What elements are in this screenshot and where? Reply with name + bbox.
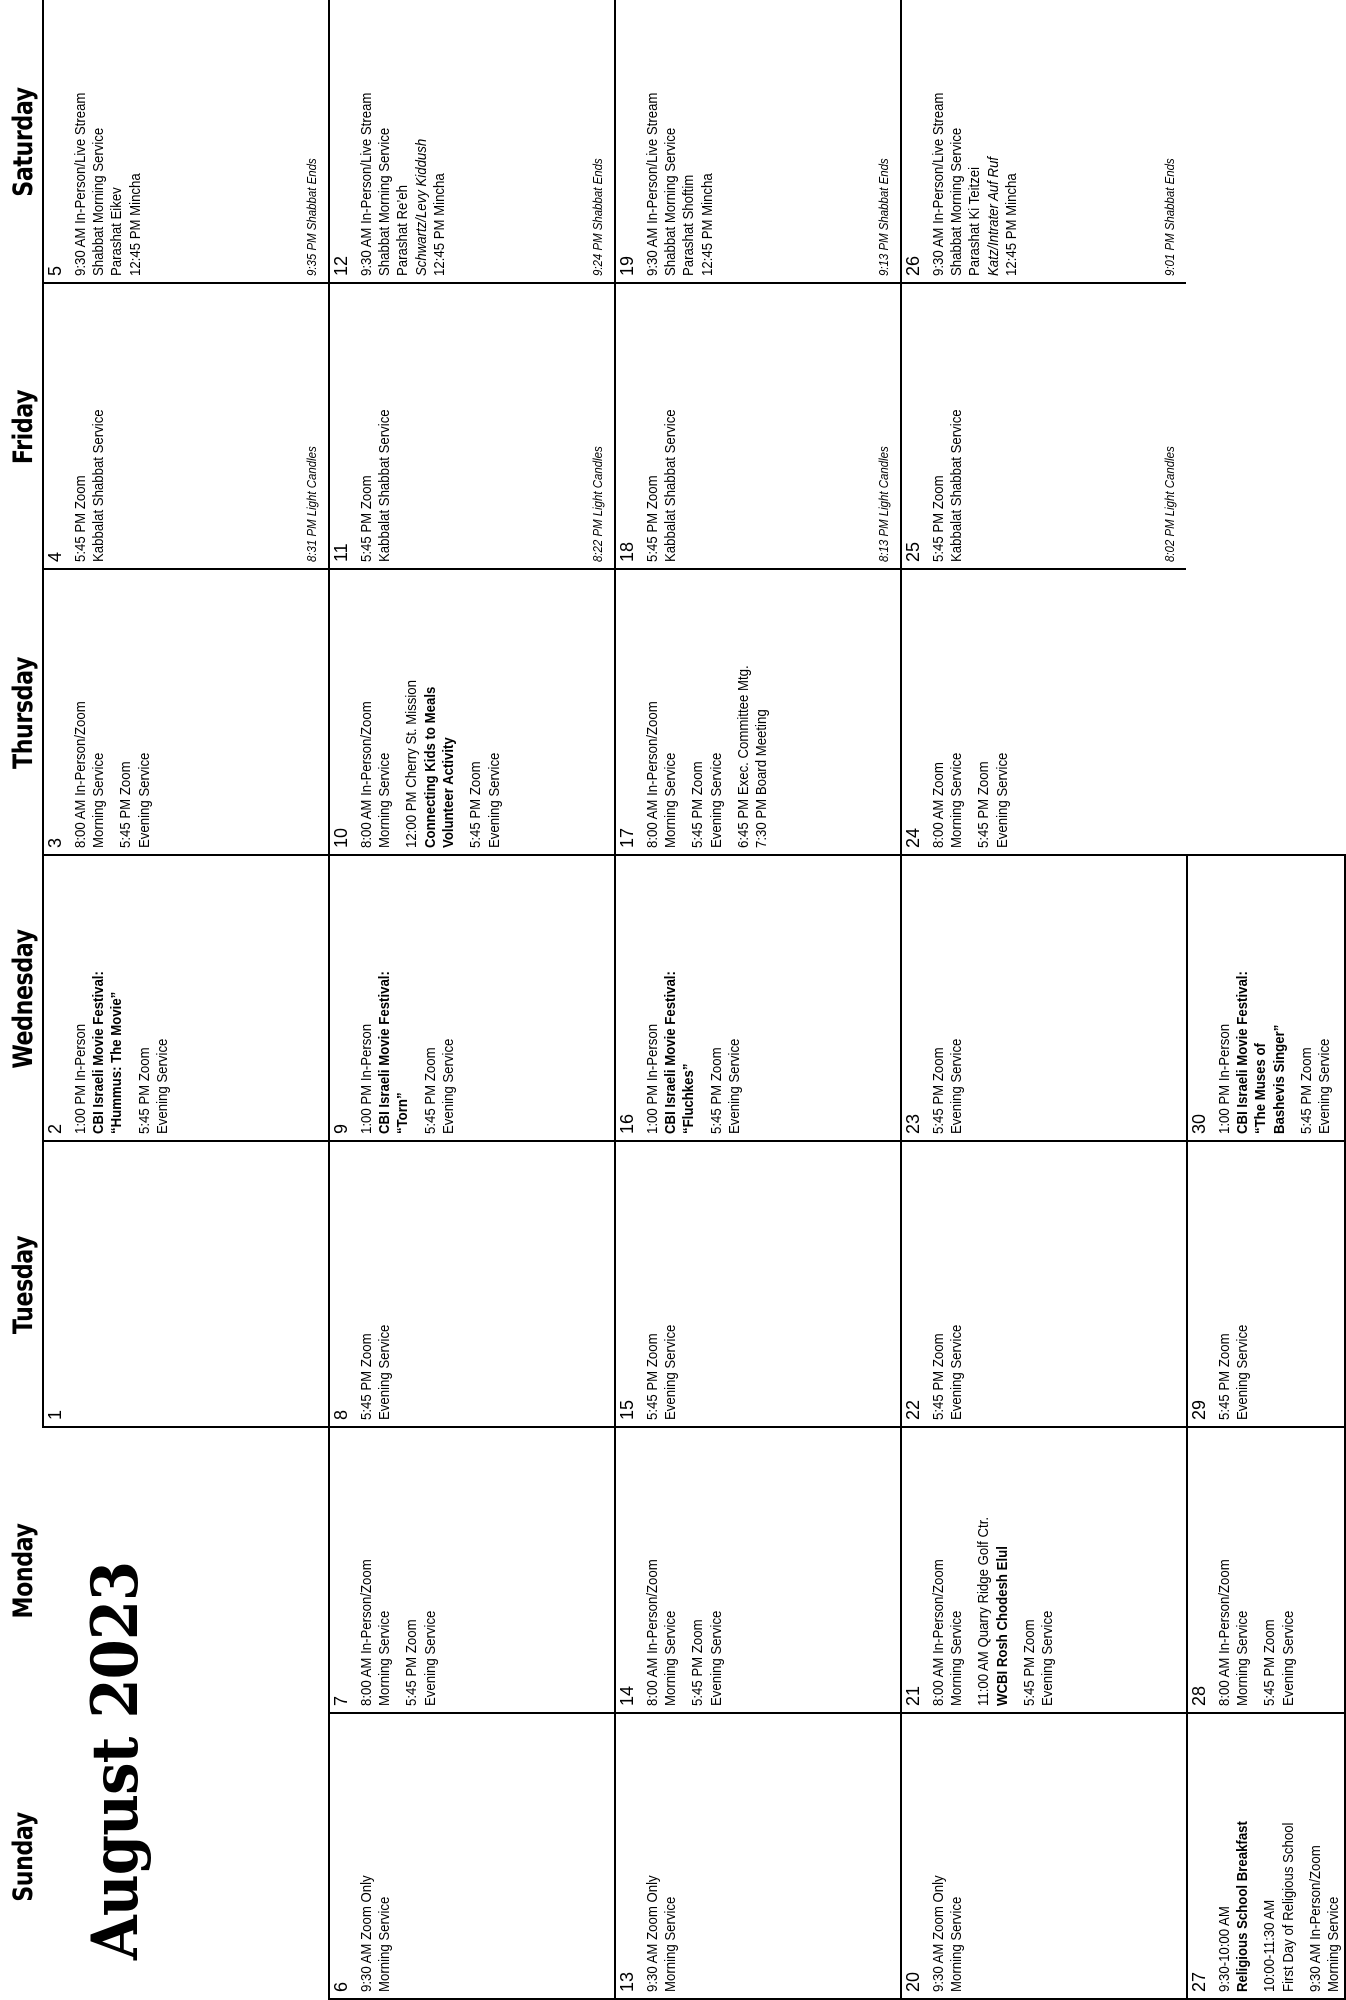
day-number: 9 (331, 1123, 351, 1134)
weekday-header-friday: Friday (8, 389, 39, 465)
event-list (644, 10, 717, 276)
event-line: 9:30 AM In-Person/Live Stream (71, 92, 89, 276)
event-line: Shabbat Morning Service (376, 127, 394, 276)
event-line: 5:45 PM Zoom (1297, 1047, 1315, 1134)
event-line: Evening Service (1316, 1038, 1334, 1134)
event-line: 9:30-10:00 AM (1215, 1906, 1233, 1992)
grid-line (42, 568, 44, 856)
grid-line (42, 854, 44, 1142)
spacer (1252, 1438, 1261, 1706)
event-line: Morning Service (376, 752, 394, 848)
event-line: Parashat Eikev (108, 187, 126, 276)
event-line: 9:30 AM Zoom Only (357, 1875, 375, 1992)
event-line: WCBI Rosh Chodesh Elul (993, 1546, 1011, 1706)
event-line: 8:00 AM In-Person/Zoom (929, 1559, 947, 1706)
day-number: 20 (903, 1971, 923, 1992)
event-list (358, 866, 458, 1134)
event-line: Shabbat Morning Service (948, 127, 966, 276)
event-line: 1:00 PM In-Person (1215, 1023, 1233, 1134)
event-line: Connecting Kids to Meals (421, 686, 439, 848)
event-list (930, 1152, 967, 1420)
day-number: 24 (903, 827, 923, 848)
event-line: Morning Service (90, 752, 108, 848)
event-line: Shabbat Morning Service (662, 127, 680, 276)
weekday-header-monday: Monday (8, 1523, 39, 1619)
grid-line (900, 568, 1186, 570)
grid-line (328, 568, 330, 856)
event-line: Morning Service (662, 1610, 680, 1706)
grid-line (900, 282, 1186, 284)
grid-line (614, 282, 900, 284)
event-line: 5:45 PM Zoom (929, 1333, 947, 1420)
grid-line (614, 568, 900, 570)
grid-line (900, 1140, 1186, 1142)
event-line: Evening Service (376, 1324, 394, 1420)
grid-line (42, 854, 328, 856)
event-line: Morning Service (662, 1896, 680, 1992)
grid-line (42, 1140, 44, 1428)
grid-line (900, 282, 902, 570)
day-cell-24 (900, 570, 1186, 856)
event-line: Parashat Shoftim (680, 174, 698, 276)
day-number: 11 (331, 543, 351, 562)
spacer (966, 1438, 975, 1706)
event-list (1216, 1438, 1298, 1706)
event-list (358, 1724, 395, 1992)
event-list (358, 294, 395, 562)
event-list (930, 866, 967, 1134)
event-line: 5:45 PM Zoom (403, 1619, 421, 1706)
day-cell-11 (328, 284, 614, 570)
grid-line (614, 1712, 616, 2000)
event-line: 5:45 PM Zoom (1215, 1333, 1233, 1420)
event-list (930, 580, 1012, 848)
event-line: 8:00 AM In-Person/Zoom (643, 1559, 661, 1706)
event-line: 5:45 PM Zoom (929, 1047, 947, 1134)
event-line: Kabbalat Shabbat Service (90, 409, 108, 562)
spacer (966, 580, 975, 848)
grid-line (614, 1140, 616, 1428)
day-cell-14 (614, 1428, 900, 1714)
day-cell-29 (1186, 1142, 1346, 1428)
day-cell-21 (900, 1428, 1186, 1714)
grid-line (614, 1712, 900, 1714)
spacer (726, 580, 735, 848)
event-list (72, 866, 172, 1134)
day-cell-7 (328, 1428, 614, 1714)
day-cell-1 (42, 1142, 328, 1428)
weekday-header-sunday: Sunday (8, 1812, 39, 1902)
event-line: 6:45 PM Exec. Committee Mtg. (734, 665, 752, 848)
event-line: Evening Service (948, 1324, 966, 1420)
grid-line (900, 1426, 1186, 1428)
event-line: 5:45 PM Zoom (357, 475, 375, 562)
candle-time-note: 8:31 PM Light Candles (304, 446, 320, 562)
day-cell-23 (900, 856, 1186, 1142)
grid-line (328, 282, 330, 570)
event-line: “The Muses of (1252, 1043, 1270, 1134)
event-line: Parashat Ki Teitzei (966, 166, 984, 276)
weekday-header-tuesday: Tuesday (8, 1235, 39, 1335)
event-line: CBI Israeli Movie Festival: (376, 971, 394, 1134)
event-line: 5:45 PM Zoom (643, 1333, 661, 1420)
event-list (72, 294, 109, 562)
day-number: 8 (331, 1409, 351, 1420)
day-cell-15 (614, 1142, 900, 1428)
event-list (1216, 1724, 1344, 1992)
spacer (108, 580, 117, 848)
day-cell-27 (1186, 1714, 1346, 2000)
day-cell-30 (1186, 856, 1346, 1142)
spacer (699, 866, 708, 1134)
event-line: 5:45 PM Zoom (689, 761, 707, 848)
event-line: Kabbalat Shabbat Service (376, 409, 394, 562)
event-line: CBI Israeli Movie Festival: (662, 971, 680, 1134)
day-number: 15 (617, 1399, 637, 1420)
grid-line (1186, 854, 1346, 856)
candle-time-note: 8:13 PM Light Candles (876, 446, 892, 562)
event-line: “Hummus: The Movie” (108, 991, 126, 1134)
event-list (644, 1438, 726, 1706)
event-line: “Torn” (394, 1092, 412, 1134)
event-line: Shabbat Morning Service (90, 127, 108, 276)
event-line: Morning Service (376, 1610, 394, 1706)
grid-line (900, 1426, 902, 1714)
event-line: CBI Israeli Movie Festival: (1234, 971, 1252, 1134)
event-line: Evening Service (948, 1038, 966, 1134)
event-list (930, 1438, 1058, 1706)
event-line: Evening Service (1279, 1610, 1297, 1706)
spacer (1252, 1724, 1261, 1992)
event-line: 9:30 AM In-Person/Live Stream (929, 92, 947, 276)
day-number: 1 (45, 1409, 65, 1420)
grid-line (328, 1712, 614, 1714)
grid-line (42, 1426, 328, 1428)
grid-line (614, 854, 900, 856)
candle-time-note: 9:35 PM Shabbat Ends (304, 158, 320, 276)
event-line: 5:45 PM Zoom (707, 1047, 725, 1134)
day-cell-28 (1186, 1428, 1346, 1714)
event-line: 1:00 PM In-Person (71, 1023, 89, 1134)
event-list (644, 1152, 681, 1420)
candle-time-note: 9:24 PM Shabbat Ends (590, 158, 606, 276)
day-number: 5 (45, 265, 65, 276)
day-cell-2 (42, 856, 328, 1142)
event-line: 5:45 PM Zoom (421, 1047, 439, 1134)
day-cell-4 (42, 284, 328, 570)
event-line: Evening Service (1234, 1324, 1252, 1420)
event-list (644, 866, 744, 1134)
page-title: August 2023 (78, 1561, 153, 1960)
spacer (394, 1438, 403, 1706)
day-cell-16 (614, 856, 900, 1142)
day-cell-10 (328, 570, 614, 856)
event-list (358, 10, 449, 276)
grid-line (42, 0, 44, 284)
event-line: Evening Service (662, 1324, 680, 1420)
event-line: Evening Service (135, 752, 153, 848)
spacer (1012, 1438, 1021, 1706)
day-number: 14 (617, 1685, 637, 1706)
event-line: Evening Service (485, 752, 503, 848)
weekday-header-thursday: Thursday (8, 657, 39, 770)
grid-line (42, 1140, 328, 1142)
grid-line (614, 282, 616, 570)
grid-line (614, 1426, 900, 1428)
spacer (680, 580, 689, 848)
event-line: 12:00 PM Cherry St. Mission (403, 680, 421, 848)
day-number: 4 (45, 551, 65, 562)
grid-line (614, 1140, 900, 1142)
day-cell-26 (900, 0, 1186, 284)
event-line: 9:30 AM Zoom Only (929, 1875, 947, 1992)
day-cell-20 (900, 1714, 1186, 2000)
event-line: 9:30 AM In-Person/Live Stream (357, 92, 375, 276)
event-line: Evening Service (421, 1610, 439, 1706)
day-cell-12 (328, 0, 614, 284)
event-line: 5:45 PM Zoom (975, 761, 993, 848)
event-line: Evening Service (439, 1038, 457, 1134)
day-number: 30 (1189, 1113, 1209, 1134)
candle-time-note: 8:22 PM Light Candles (590, 446, 606, 562)
day-number: 3 (45, 837, 65, 848)
event-list (930, 1724, 967, 1992)
event-line: 12:45 PM Mincha (430, 173, 448, 276)
event-line: Religious School Breakfast (1234, 1821, 1252, 1992)
grid-line (328, 0, 330, 284)
event-line: 9:30 AM In-Person/Live Stream (643, 92, 661, 276)
event-line: 5:45 PM Zoom (71, 475, 89, 562)
event-line: 9:30 AM In-Person/Zoom (1306, 1845, 1324, 1992)
day-number: 2 (45, 1123, 65, 1134)
event-list (358, 580, 504, 848)
event-line: 8:00 AM Zoom (929, 762, 947, 848)
day-number: 25 (903, 541, 923, 562)
event-line: Evening Service (153, 1038, 171, 1134)
event-list (930, 294, 967, 562)
event-list (644, 294, 681, 562)
day-number: 19 (617, 255, 637, 276)
grid-line (1186, 1140, 1188, 1428)
spacer (127, 866, 136, 1134)
grid-line (1186, 1712, 1188, 2000)
event-line: 5:45 PM Zoom (1020, 1619, 1038, 1706)
weekday-header-saturday: Saturday (8, 87, 39, 197)
event-line: 8:00 AM In-Person/Zoom (357, 701, 375, 848)
candle-time-note: 8:02 PM Light Candles (1162, 446, 1178, 562)
event-line: 1:00 PM In-Person (357, 1023, 375, 1134)
event-line: Morning Service (948, 1610, 966, 1706)
event-line: 5:45 PM Zoom (689, 1619, 707, 1706)
grid-line (328, 1140, 330, 1428)
day-cell-25 (900, 284, 1186, 570)
grid-line (328, 1140, 614, 1142)
event-line: Bashevis Singer” (1270, 1024, 1288, 1134)
spacer (394, 580, 403, 848)
grid-line (614, 0, 616, 284)
day-cell-5 (42, 0, 328, 284)
day-cell-19 (614, 0, 900, 284)
grid-line (328, 854, 614, 856)
spacer (413, 866, 422, 1134)
weekday-header-wednesday: Wednesday (8, 929, 39, 1069)
day-number: 10 (331, 827, 351, 848)
day-number: 16 (617, 1113, 637, 1134)
event-line: Morning Service (948, 1896, 966, 1992)
event-line: Morning Service (948, 752, 966, 848)
day-cell-6 (328, 1714, 614, 2000)
grid-line (328, 854, 330, 1142)
grid-line (900, 1712, 1186, 1714)
event-line: Kabbalat Shabbat Service (948, 409, 966, 562)
grid-line (614, 854, 616, 1142)
spacer (1298, 1724, 1307, 1992)
grid-line (1186, 1426, 1188, 1714)
grid-line (900, 854, 1186, 856)
event-line: Morning Service (662, 752, 680, 848)
day-cell-3 (42, 570, 328, 856)
event-line: First Day of Religious School (1279, 1822, 1297, 1992)
grid-line (328, 1712, 330, 2000)
day-number: 23 (903, 1113, 923, 1134)
event-line: Evening Service (707, 752, 725, 848)
event-line: 7:30 PM Board Meeting (753, 709, 771, 848)
event-list (930, 10, 1021, 276)
grid-line (1186, 1712, 1346, 1714)
event-line: 5:45 PM Zoom (357, 1333, 375, 1420)
event-line: 5:45 PM Zoom (117, 761, 135, 848)
grid-line (42, 568, 328, 570)
event-line: 8:00 AM In-Person/Zoom (1215, 1559, 1233, 1706)
spacer (680, 1438, 689, 1706)
grid-line (42, 282, 328, 284)
event-line: 12:45 PM Mincha (1002, 173, 1020, 276)
event-list (358, 1438, 440, 1706)
candle-time-note: 9:01 PM Shabbat Ends (1162, 158, 1178, 276)
grid-line (328, 1426, 330, 1714)
grid-line (614, 568, 616, 856)
event-line: Kabbalat Shabbat Service (662, 409, 680, 562)
event-line: 12:45 PM Mincha (698, 173, 716, 276)
event-line: Evening Service (993, 752, 1011, 848)
event-line: 5:45 PM Zoom (1261, 1619, 1279, 1706)
grid-line (900, 0, 902, 284)
candle-time-note: 9:13 PM Shabbat Ends (876, 158, 892, 276)
day-number: 6 (331, 1981, 351, 1992)
spacer (458, 580, 467, 848)
event-line: Morning Service (376, 1896, 394, 1992)
day-cell-17 (614, 570, 900, 856)
day-cell-8 (328, 1142, 614, 1428)
event-list (1216, 866, 1335, 1134)
event-line: 5:45 PM Zoom (929, 475, 947, 562)
event-line: 8:00 AM In-Person/Zoom (357, 1559, 375, 1706)
event-line: 12:45 PM Mincha (126, 173, 144, 276)
grid-line (42, 282, 44, 570)
spacer (1289, 866, 1298, 1134)
event-line: Evening Service (1039, 1610, 1057, 1706)
event-line: Evening Service (725, 1038, 743, 1134)
event-line: 8:00 AM In-Person/Zoom (643, 701, 661, 848)
day-number: 13 (617, 1971, 637, 1992)
day-number: 12 (331, 255, 351, 276)
event-line: Parashat Re’eh (394, 185, 412, 276)
event-line: 5:45 PM Zoom (643, 475, 661, 562)
event-line: Katz/Intrater Auf Ruf (984, 156, 1002, 276)
day-number: 22 (903, 1399, 923, 1420)
day-cell-13 (614, 1714, 900, 2000)
grid-line (614, 1426, 616, 1714)
grid-line (900, 854, 902, 1142)
event-list (72, 10, 145, 276)
event-line: 9:30 AM Zoom Only (643, 1875, 661, 1992)
event-line: 5:45 PM Zoom (467, 761, 485, 848)
day-cell-9 (328, 856, 614, 1142)
grid-line (900, 1712, 902, 2000)
grid-line (1186, 854, 1188, 1142)
grid-line (1186, 1140, 1346, 1142)
grid-line (900, 568, 902, 856)
day-number: 28 (1189, 1685, 1209, 1706)
event-line: Morning Service (1325, 1896, 1343, 1992)
event-line: “Fluchkes” (680, 1063, 698, 1134)
day-number: 18 (617, 541, 637, 562)
event-line: Evening Service (707, 1610, 725, 1706)
day-number: 17 (617, 827, 637, 848)
grid-line (900, 1140, 902, 1428)
day-cell-18 (614, 284, 900, 570)
event-line: Volunteer Activity (439, 737, 457, 848)
event-line: 10:00-11:30 AM (1261, 1899, 1279, 1992)
day-number: 7 (331, 1695, 351, 1706)
grid-line (1186, 1426, 1346, 1428)
event-list (644, 1724, 681, 1992)
event-line: 5:45 PM Zoom (135, 1047, 153, 1134)
day-number: 27 (1189, 1971, 1209, 1992)
event-list (72, 580, 154, 848)
grid-line (328, 282, 614, 284)
event-line: CBI Israeli Movie Festival: (90, 971, 108, 1134)
event-line: 1:00 PM In-Person (643, 1023, 661, 1134)
event-line: Schwartz/Levy Kiddush (412, 138, 430, 276)
day-cell-22 (900, 1142, 1186, 1428)
grid-line (328, 1426, 614, 1428)
event-list (358, 1152, 395, 1420)
day-number: 29 (1189, 1399, 1209, 1420)
grid-line (328, 568, 614, 570)
event-list (1216, 1152, 1253, 1420)
event-list (644, 580, 772, 848)
event-line: 8:00 AM In-Person/Zoom (71, 701, 89, 848)
day-number: 21 (903, 1685, 923, 1706)
event-line: Morning Service (1234, 1610, 1252, 1706)
event-line: 11:00 AM Quarry Ridge Golf Ctr. (975, 1516, 993, 1706)
day-number: 26 (903, 255, 923, 276)
